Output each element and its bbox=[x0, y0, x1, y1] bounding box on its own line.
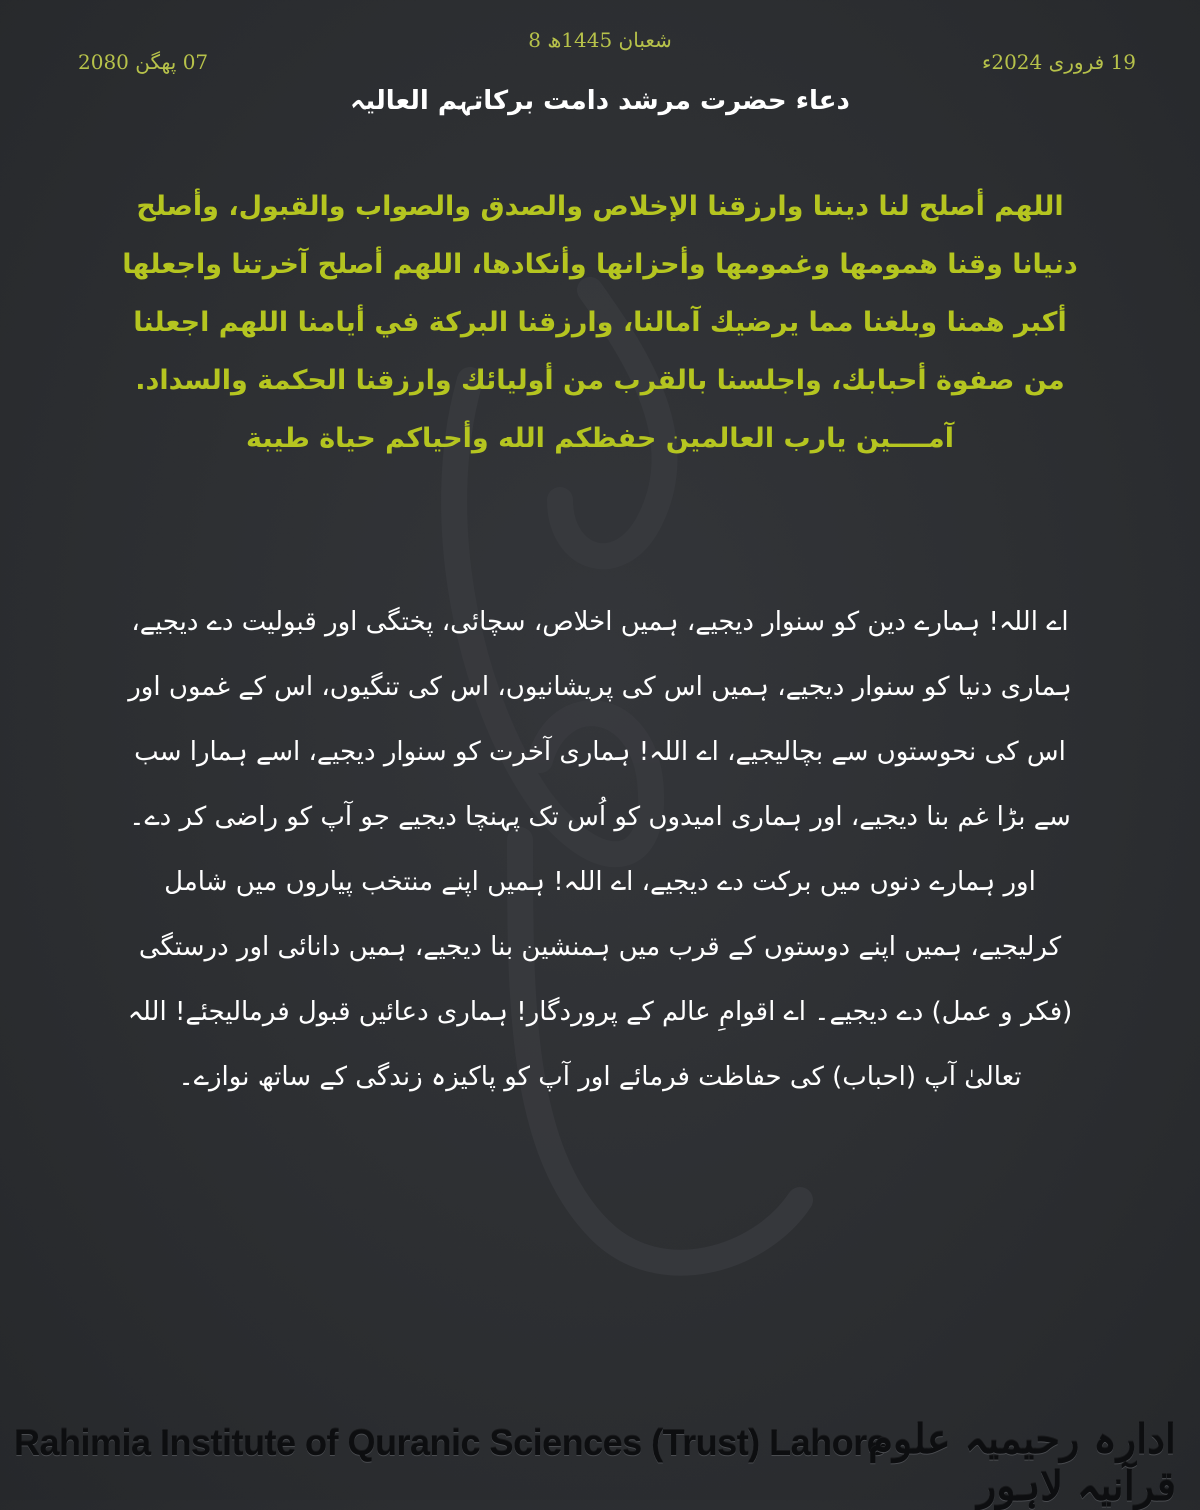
institute-name-urdu-logo: ادارہ رحیمیہ علوم قرآنیہ لاہور bbox=[868, 1416, 1176, 1510]
arabic-dua-text: اللهم أصلح لنا ديننا وارزقنا الإخلاص والصدق والصواب والقبول، وأصلح دنيانا وقنا همومها وغمومها وأحزانها وأنكادها، اللهم أصلح آخرتنا واجعلها أكبر همنا وبلغنا مما يرضيك آمالنا، وارزقنا البركة في أيامنا اللهم اجعلنا من صفوة أحبابك، واجلسنا بالقرب من أوليائك وارزقنا الحكمة والسداد. آمــــين يارب العالمين حفظكم الله وأحياكم حياة طيبة bbox=[122, 191, 1078, 454]
institute-name-english: Rahimia Institute of Quranic Sciences (Trust) Lahore bbox=[14, 1422, 887, 1463]
date-row bbox=[0, 0, 1200, 80]
hijri-date: 8 شعبان 1445ھ bbox=[528, 28, 672, 52]
bikrami-date: 07 پھگن 2080 bbox=[78, 50, 209, 74]
page-title: دعاء حضرت مرشد دامت برکاتہم العالیہ bbox=[350, 86, 850, 116]
footer bbox=[0, 1412, 1200, 1510]
urdu-translation-text: اے اللہ! ہمارے دین کو سنوار دیجیے، ہمیں اخلاص، سچائی، پختگی اور قبولیت دے دیجیے، ہماری دنیا کو سنوار دیجیے، ہمیں اس کی پریشانیوں، اس کی تنگیوں، اس کے غموں اور اس کی نحوستوں سے بچالیجیے، اے اللہ! ہماری آخرت کو سنوار دیجیے، اسے ہمارا سب سے بڑا غم بنا دیجیے، اور ہماری امیدوں کو اُس تک پہنچا دیجیے جو آپ کو راضی کر دے۔ اور ہمارے دنوں میں برکت دے دیجیے، اے اللہ! ہمیں اپنے منتخب پیاروں میں شامل کرلیجیے، ہمیں اپنے دوستوں کے قرب میں ہمنشین بنا دیجیے، ہمیں دانائی اور درستگی (فکر و عمل) دے دیجیے۔ اے اقوامِ عالم کے پروردگار! ہماری دعائیں قبول فرمالیجئے! اللہ تعالیٰ آپ (احباب) کی حفاظت فرمائے اور آپ کو پاکیزہ زندگی کے ساتھ نوازے۔ bbox=[127, 607, 1073, 1092]
gregorian-date: 19 فروری 2024ء bbox=[981, 50, 1136, 74]
